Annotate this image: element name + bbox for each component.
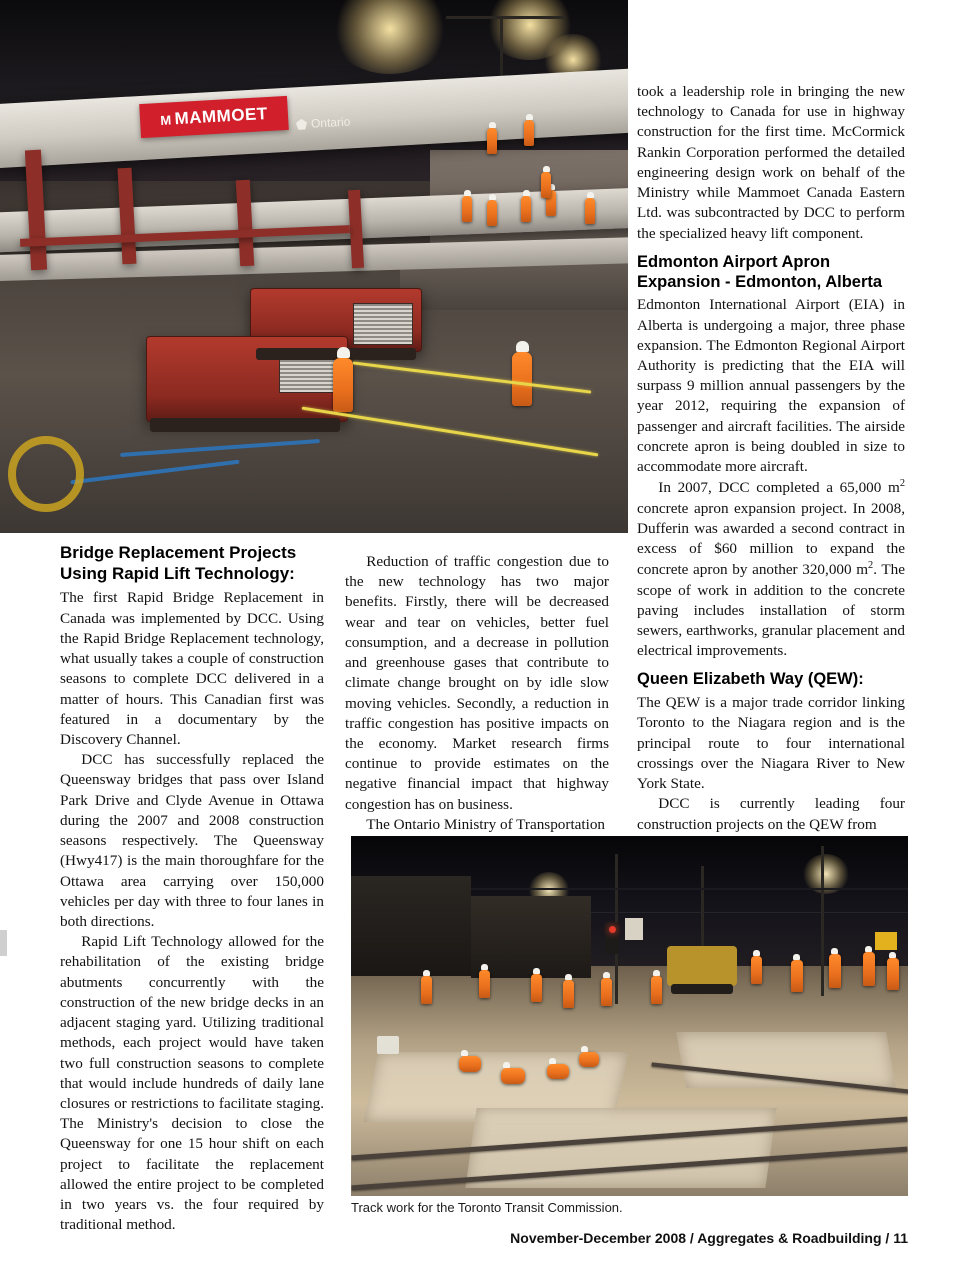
light-pole-arm [446,16,566,19]
superscript: 2 [899,478,905,490]
worker [479,970,490,998]
section-headline-bridge: Bridge Replacement Projects Using Rapid Lift Technology: [60,543,297,583]
worker [521,196,531,222]
worker [585,198,595,224]
worker [651,976,662,1004]
worker [487,128,497,154]
paragraph: Edmonton International Airport (EIA) in Alberta is undergoing a major, three phase expansion. The Edmonton Regional Airport Authority is predicting that the EIA will surpass 9 million annual passengers by the year 2012, requiring the expansion of passenger and aircraft facilities. The airside concrete apron is being doubled in size to accommodate more aircraft. [637,296,905,476]
worker [531,974,542,1002]
photo-caption: Track work for the Toronto Transit Commission. [351,1200,623,1215]
transporter-wheels [150,418,340,432]
paragraph: DCC has successfully replaced the Queensway bridges that pass over Island Park Drive and Clyde Avenue in Ottawa during the 2007 and 2008 construction seasons respectively. The Queensway (Hwy417) is the main thoroughfare for the Ottawa area carrying over 150,000 vehicles per day with three to four lanes in both directions. [60,751,324,930]
traffic-signal-red [609,926,616,933]
worker [887,958,899,990]
background-building [351,876,471,976]
loader-wheels [671,984,733,994]
worker [459,1056,481,1072]
worker [462,196,472,222]
ontario-logo-text: Ontario [310,114,351,131]
mammoet-banner-text: MAMMOET [174,104,269,129]
section-headline-airport: Edmonton Airport Apron Expansion - Edmonton, Alberta [637,252,883,291]
worker [547,1064,569,1079]
page-footer: November-December 2008 / Aggregates & Roadbuilding / 11 [510,1230,908,1246]
worker [829,954,841,988]
page-edge-mark [0,930,7,956]
background-building [471,896,591,978]
track-work-photo [351,836,908,1196]
section-headline-qew: Queen Elizabeth Way (QEW): [637,670,864,689]
paragraph-with-superscripts [637,477,905,661]
street-sign [625,918,643,940]
worker [751,956,762,984]
paragraph: The Ontario Ministry of Transportation [366,815,606,833]
bucket [377,1036,399,1054]
transporter-vent [353,303,413,345]
paragraph: took a leadership role in bringing the new technology to Canada for use in highway construction for the first time. McCormick Rankin Corporation performed the detailed engineering design work on behalf of the Ministry while Mammoet Canada Eastern Ltd. was subcontracted by DCC to perform the specialized heavy lift component. [637,83,905,242]
article-column-3 [637,82,905,835]
paragraph: DCC is currently leading four construction projects on the QEW from [637,795,905,833]
worker [601,978,612,1006]
worker [863,952,875,986]
worker [563,980,574,1008]
worker [333,358,353,412]
worker [501,1068,525,1084]
worker [791,960,803,992]
worker [487,200,497,226]
paragraph: Reduction of traffic congestion due to the new technology has two major benefits. Firstly, there will be decreased wear and tear on vehicles, better fuel consumption, and a decrease in pollution and greenhouse gases that contribute to climate change brought on by idle slow moving vehicles. Secondly, a reduction in traffic congestion has positive impacts on the economy. Market research firms continue to provide estimates on the negative financial impact that highway congestion has on business. [345,553,609,813]
ontario-logo [296,115,351,132]
paragraph: The first Rapid Bridge Replacement in Canada was implemented by DCC. Using the Rapid Bridge Replacement technology, what usually takes a couple of construction seasons to complete DCC delivered in a matter of hours. This Canadian first was featured in a documentary by the Discovery Channel. [60,589,324,748]
worker [579,1052,599,1067]
paragraph: The QEW is a major trade corridor linking Toronto to the Niagara region and is the principal route to four international crossings over the Niagara River to New York State. [637,694,905,793]
worker [541,172,551,198]
paragraph: Rapid Lift Technology allowed for the rehabilitation of the existing bridge abutments concurrently with the construction of the new bridge decks in an adjacent staging yard. Utilizing traditional methods, each project would have taken two full construction seasons to complete that would include hundreds of daily lane closures or restrictions to facilitate staging. The Ministry's decision to close the Queensway for one 15 hour shift on each project to facilitate the replacement allowed the entire project to be completed in two years vs. the four required by traditional method. [60,933,324,1234]
worker [512,352,532,406]
coiled-cable [8,436,84,512]
paragraph-part: . The scope of work in addition to the concrete paving includes installation of storm sewers, earthworks, granular placement and electrical improvements. [637,561,905,660]
paragraph-part: concrete apron expansion project. In 2008, Dufferin was awarded a second contract in excess of $60 million to expand the concrete apron by another 320,000 m [637,499,905,579]
worker [524,120,534,146]
worker [421,976,432,1004]
mammoet-logo-mark: M [159,111,173,128]
superscript: 2 [868,560,874,572]
utility-pole [821,846,824,996]
article-column-1 [60,543,324,1235]
loader [667,946,737,986]
trillium-icon [296,118,308,130]
warning-sign [875,932,897,950]
bridge-lift-night-photo [0,0,628,533]
article-column-2 [345,552,609,835]
paragraph-part: In 2007, DCC completed a 65,000 m [658,479,900,497]
